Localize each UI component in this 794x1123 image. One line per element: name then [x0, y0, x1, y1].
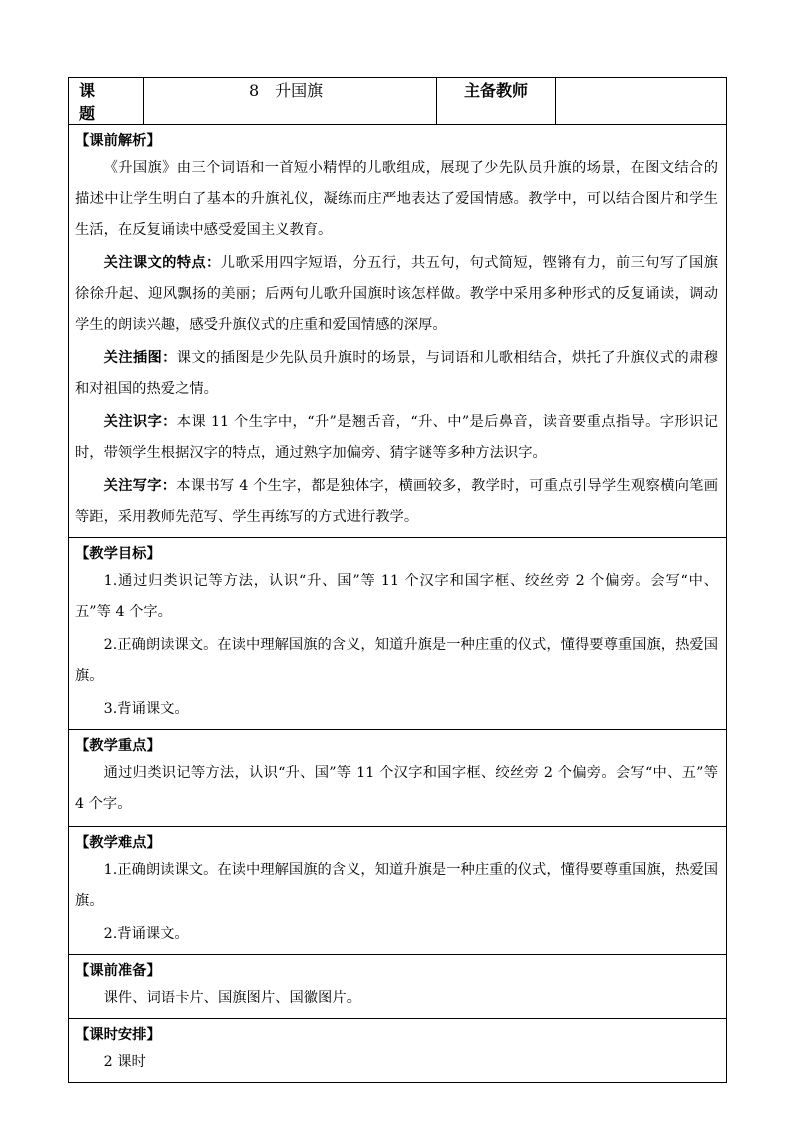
schedule-row — [69, 1019, 727, 1083]
goal-item: 3.背诵课文。 — [103, 701, 189, 717]
teacher-value — [556, 78, 727, 125]
analysis-row — [69, 125, 727, 538]
header-row — [69, 78, 727, 125]
illustration-body: 课文的插图是少先队员升旗时的场景，与词语和儿歌相结合，烘托了升旗仪式的肃穆和对祖国的热爱之情。 — [75, 350, 718, 397]
literacy-body: 本课 11 个生字中，“升”是翘舌音，“升、中”是后鼻音，读音要重点指导。字形识记时，带领学生根据汉字的特点，通过熟字加偏旁、猜字谜等多种方法识字。 — [75, 414, 719, 461]
preparation-heading: 【课前准备】 — [75, 963, 161, 979]
goal-item: 1.通过归类识记等方法，认识“升、国”等 11 个汉字和国字框、绞丝旁 2 个偏旁。会写“中、五”等 4 个字。 — [75, 573, 718, 620]
key-points-text: 通过归类识记等方法，认识“升、国”等 11 个汉字和国字框、绞丝旁 2 个偏旁。会写“中、五”等 4 个字。 — [75, 765, 718, 812]
schedule-heading: 【课时安排】 — [75, 1027, 161, 1043]
difficulties-heading: 【教学难点】 — [75, 835, 161, 851]
teacher-label: 主备教师 — [437, 78, 556, 125]
goal-item: 2.正确朗读课文。在读中理解国旗的含义，知道升旗是一种庄重的仪式，懂得要尊重国旗，热爱国旗。 — [75, 637, 718, 684]
lesson-plan-sheet — [68, 77, 726, 1083]
goals-row — [69, 538, 727, 730]
preparation-row — [69, 955, 727, 1019]
illustration-label: 关注插图： — [103, 350, 177, 366]
topic-label: 课 题 — [69, 78, 144, 125]
text-features-label: 关注课文的特点： — [103, 255, 221, 271]
analysis-illustration — [75, 343, 718, 405]
analysis-writing — [75, 471, 718, 533]
analysis-text-features — [75, 248, 718, 341]
text-features-body: 儿歌采用四字短语，分五行，共五句，句式简短，铿锵有力，前三句写了国旗徐徐升起、迎风飘扬的美丽；后两句儿歌升国旗时该怎样做。教学中采用多种形式的反复诵读，调动学生的朗读兴趣，感受升旗仪式的庄重和爱国情感的深厚。 — [75, 255, 718, 333]
analysis-literacy — [75, 407, 718, 469]
analysis-intro: 《升国旗》由三个词语和一首短小精悍的儿歌组成，展现了少先队员升旗的场景，在图文结合的描述中让学生明白了基本的升旗礼仪，凝练而庄严地表达了爱国情感。教学中，可以结合图片和学生生活，在反复诵读中感受爱国主义教育。 — [75, 160, 718, 238]
goals-heading: 【教学目标】 — [75, 546, 161, 562]
difficulties-row — [69, 827, 727, 955]
lesson-title: 8 升国旗 — [144, 78, 437, 125]
difficulty-item: 2.背诵课文。 — [103, 926, 189, 942]
analysis-heading: 【课前解析】 — [75, 133, 161, 149]
difficulty-item: 1.正确朗读课文。在读中理解国旗的含义，知道升旗是一种庄重的仪式，懂得要尊重国旗，热爱国旗。 — [75, 862, 718, 909]
writing-label: 关注写字： — [103, 478, 177, 494]
key-points-heading: 【教学重点】 — [75, 738, 161, 754]
key-points-row — [69, 730, 727, 827]
writing-body: 本课书写 4 个生字，都是独体字，横画较多，教学时，可重点引导学生观察横向笔画等距，采用教师先范写、学生再练写的方式进行教学。 — [75, 478, 719, 525]
lesson-plan-table — [68, 77, 727, 1083]
preparation-text: 课件、词语卡片、国旗图片、国徽图片。 — [103, 990, 361, 1006]
literacy-label: 关注识字： — [103, 414, 177, 430]
schedule-text: 2 课时 — [103, 1054, 146, 1070]
